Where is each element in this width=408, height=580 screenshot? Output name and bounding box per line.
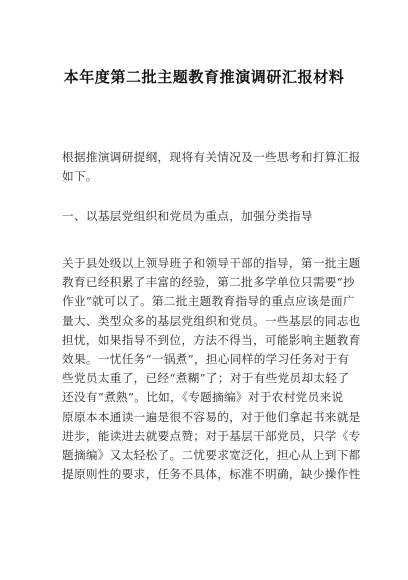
intro-line: 根据推演调研提纲，现将有关情况及一些思考和打算汇报 [62, 150, 361, 164]
body-line: 效果。一忧任务“一锅煮”，担心同样的学习任务对于有 [62, 352, 350, 367]
body-line: 提原则性的要求，任务不具体，标准不明确，缺少操作性 [62, 467, 361, 482]
intro-line: 如下。 [62, 169, 98, 184]
body-line: 进步，能读进去就要点赞；对于基层干部党员，只学《专 [62, 428, 361, 443]
body-line: 担忧，如果指导不到位，方法不得当，可能影响主题教育 [62, 332, 361, 347]
body-line: 量大、类型众多的基层党组织和党员。一些基层的同志也 [62, 313, 361, 328]
body-line: 教育已经积累了丰富的经验，第二批多学单位只需要“抄 [62, 275, 355, 290]
intro-paragraph [62, 148, 361, 186]
document-title: 本年度第二批主题教育推演调研汇报材料 [63, 68, 345, 86]
body-line: 关于县处级以上领导班子和领导干部的指导，第一批主题 [62, 256, 361, 270]
body-line: 些党员太重了，已经“煮糊”了；对于有些党员却太轻了 [62, 371, 350, 386]
body-paragraph [62, 254, 361, 484]
body-line: 还没有“煮熟”。比如，《专题摘编》对于农村党员来说 [62, 390, 344, 405]
body-line: 题摘编》又太轻松了。二忧要求宽泛化，担心从上到下都 [62, 448, 361, 463]
body-line: 原原本本通读一遍是很不容易的，对于他们拿起书来就是 [62, 409, 361, 424]
section-heading-text: 一、以基层党组织和党员为重点，加强分类指导 [62, 209, 313, 223]
body-line: 作业”就可以了。第二批主题教育指导的重点应该是面广 [62, 294, 355, 309]
section-heading [62, 207, 358, 226]
